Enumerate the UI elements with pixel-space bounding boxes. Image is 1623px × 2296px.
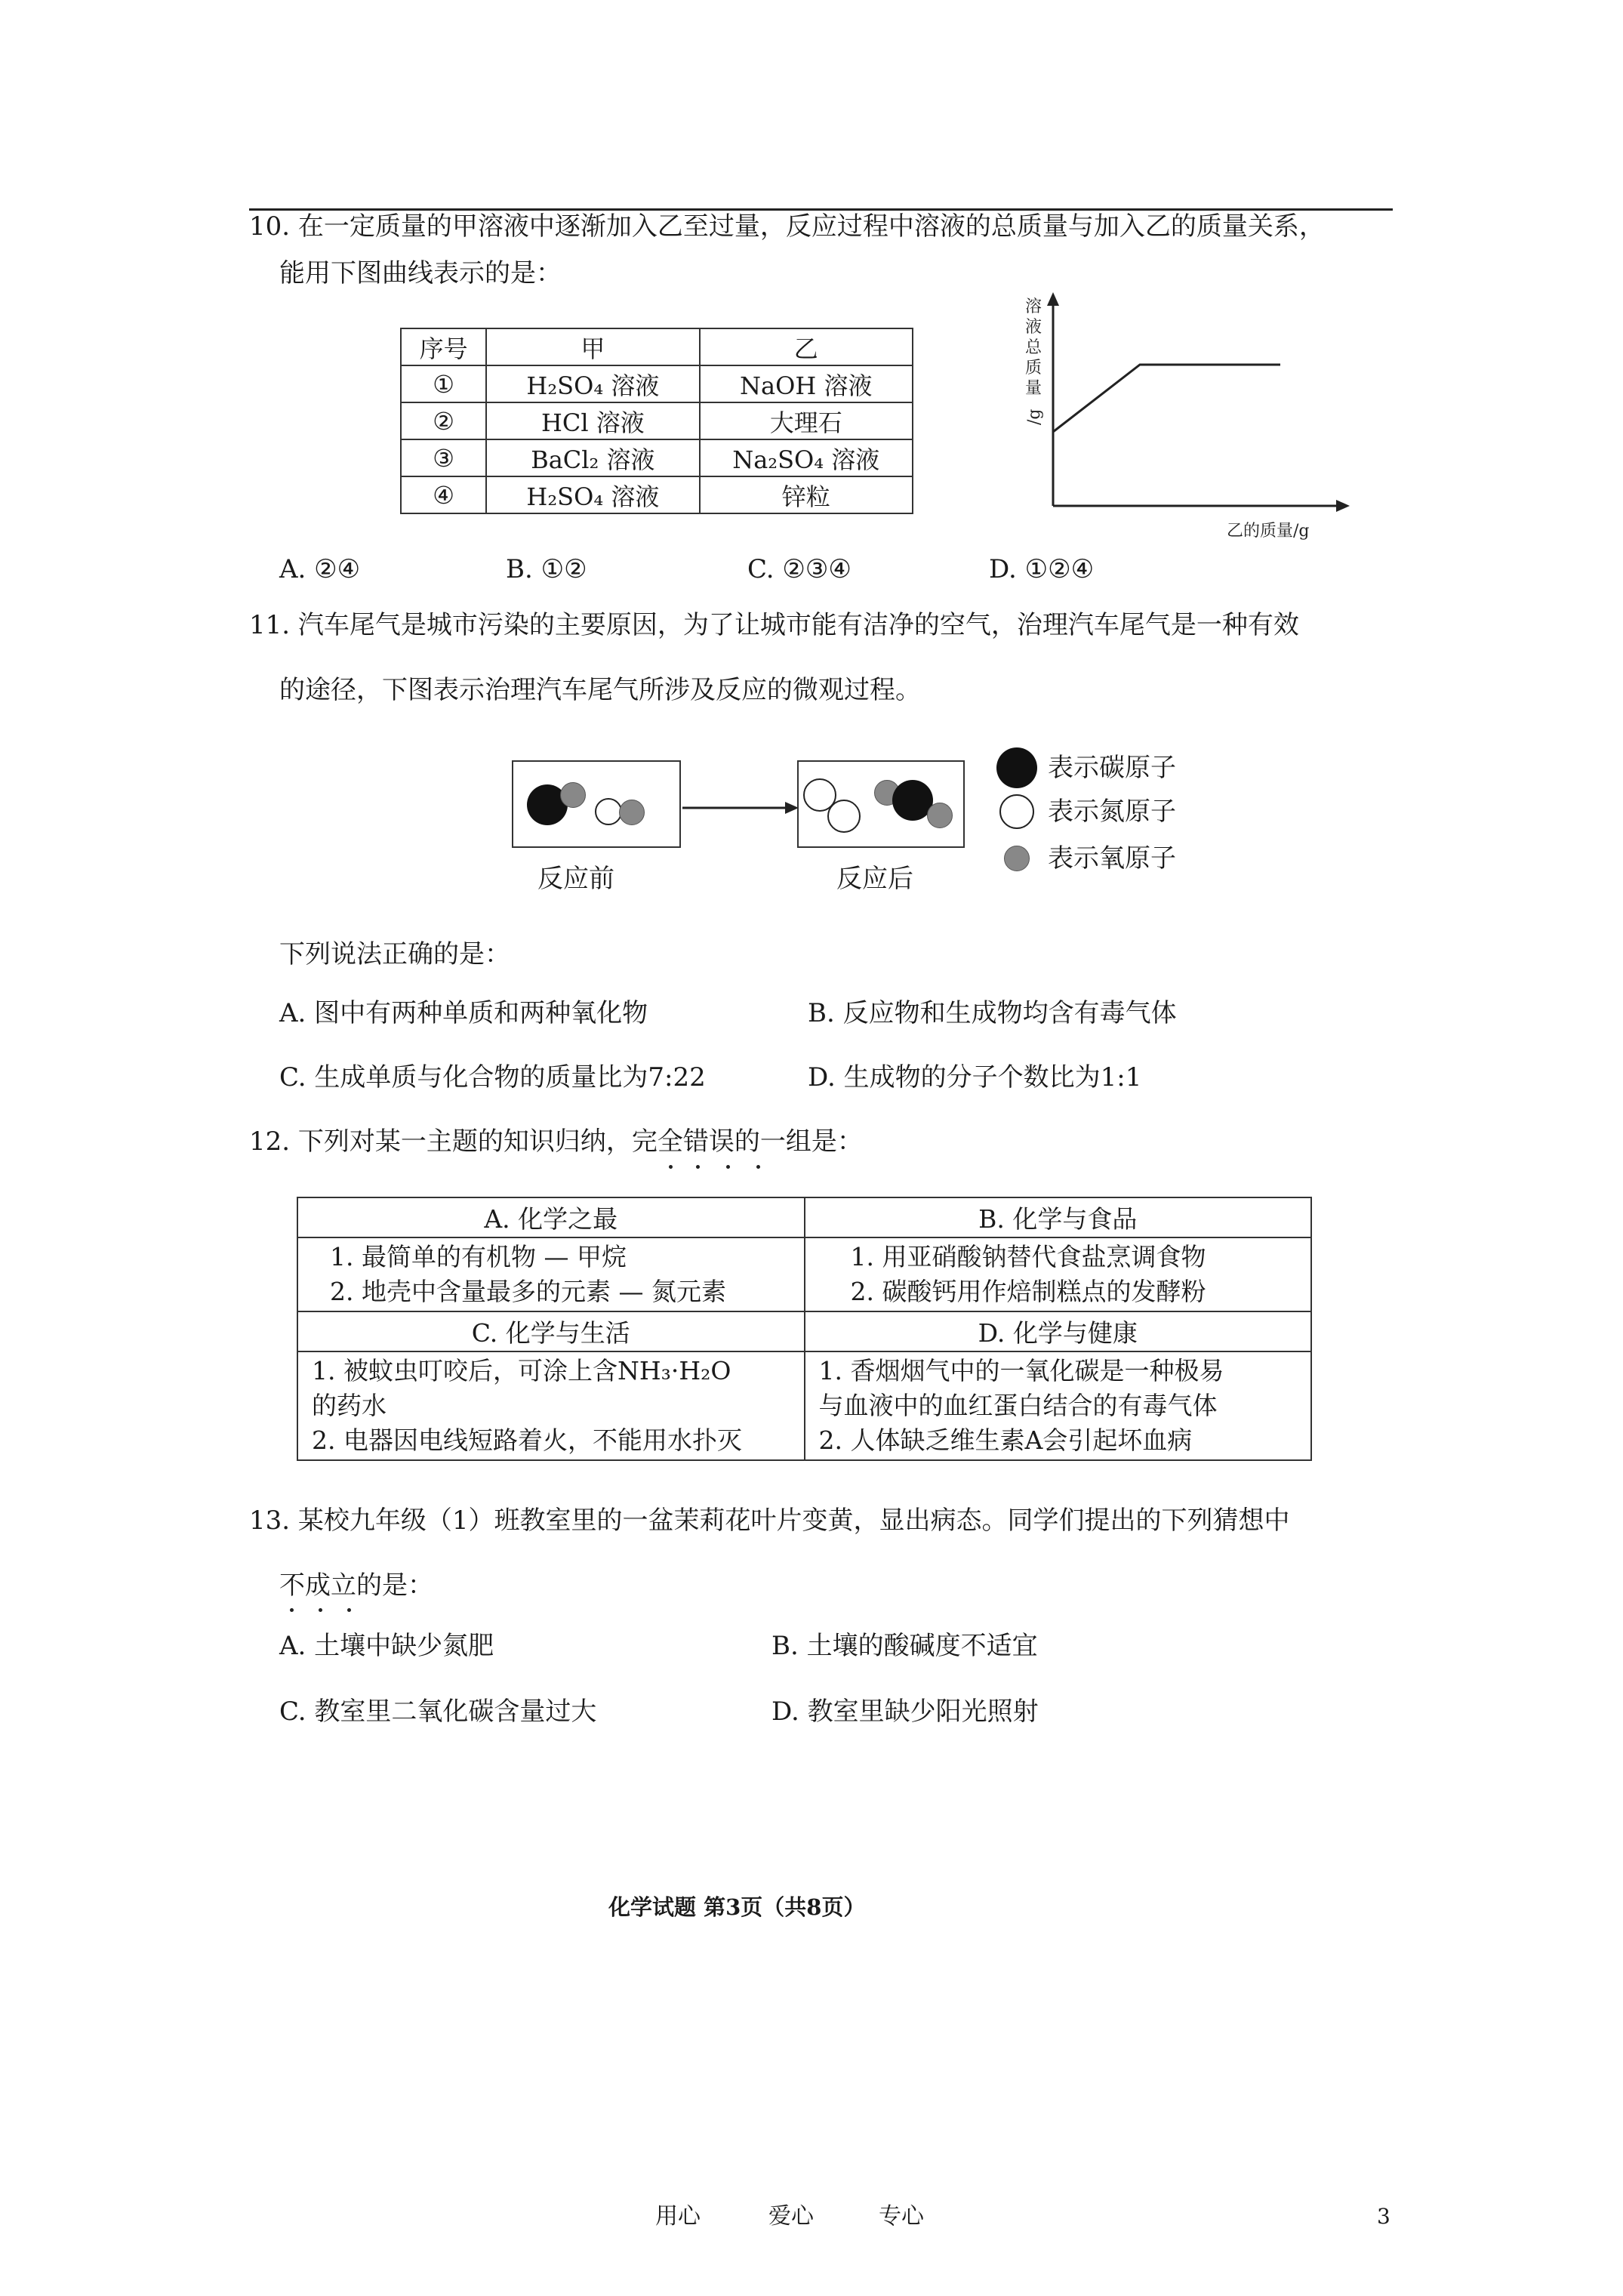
q12-line1: 12. 下列对某一主题的知识归纳，完全错误的一组是： <box>249 1126 863 1157</box>
q11-option-a: A. 图中有两种单质和两种氧化物 <box>279 998 648 1028</box>
table-cell: BaCl₂ 溶液 <box>486 439 699 476</box>
table-cell: 大理石 <box>700 402 913 439</box>
reaction-after-label: 反应后 <box>836 864 913 894</box>
graph-curve <box>1053 365 1280 432</box>
q10-option-a: A. ②④ <box>279 554 361 584</box>
cell-d-line1: 1. 香烟烟气中的一氧化碳是一种极易 <box>818 1356 1224 1385</box>
table-header-cell: 甲 <box>486 328 699 365</box>
exam-page-footer: 化学试题 第3页（共8页） <box>608 1894 866 1920</box>
q10-option-c: C. ②③④ <box>747 554 852 584</box>
cell-c-line1: 1. 被蚊虫叮咬后，可涂上含NH₃·H₂O <box>312 1356 731 1385</box>
cell-b-line2: 2. 碳酸钙用作焙制糕点的发酵粉 <box>850 1277 1206 1306</box>
nitrogen-atom <box>827 800 861 833</box>
emphasis-dot <box>290 1608 294 1612</box>
cell-d-body <box>805 1351 1312 1460</box>
graph-x-arrow <box>1336 500 1350 512</box>
table-row <box>297 1351 1311 1460</box>
q10-table <box>400 328 913 514</box>
table-cell: HCl 溶液 <box>486 402 699 439</box>
table-header-cell: 序号 <box>401 328 486 365</box>
cell-c-line2: 的药水 <box>312 1391 387 1420</box>
emphasis-dot <box>726 1165 730 1169</box>
q10-graph <box>996 291 1389 551</box>
table-row <box>401 439 913 476</box>
cell-b-line1: 1. 用亚硝酸钠替代食盐烹调食物 <box>850 1242 1206 1271</box>
q11-option-c: C. 生成单质与化合物的质量比为7:22 <box>279 1062 706 1093</box>
table-header-row <box>401 328 913 365</box>
cell-b-body <box>805 1237 1312 1311</box>
cell-c-line3: 2. 电器因电线短路着火，不能用水扑灭 <box>312 1425 742 1455</box>
cell-d-line3: 2. 人体缺乏维生素A会引起坏血病 <box>818 1425 1193 1455</box>
q11-option-b: B. 反应物和生成物均含有毒气体 <box>808 998 1177 1028</box>
table-row <box>297 1237 1311 1311</box>
page-number: 3 <box>1377 2204 1390 2229</box>
reaction-before-box <box>512 760 681 848</box>
graph-ylabel-char: 质 <box>1025 359 1042 378</box>
oxygen-atom <box>560 782 586 808</box>
q13-line2: 不成立的是： <box>279 1570 433 1601</box>
emphasis-dot <box>347 1608 351 1612</box>
oxygen-atom <box>619 800 645 825</box>
graph-xlabel: 乙的质量/g <box>1227 522 1310 541</box>
table-row <box>401 365 913 402</box>
q13-option-b: B. 土壤的酸碱度不适宜 <box>771 1631 1038 1661</box>
cell-a-body <box>297 1237 805 1311</box>
cell-d-line2: 与血液中的血红蛋白结合的有毒气体 <box>818 1391 1218 1420</box>
graph-yunit: /g <box>1025 408 1044 425</box>
graph-ylabel-char: 总 <box>1025 338 1042 357</box>
q10-line1: 10. 在一定质量的甲溶液中逐渐加入乙至过量，反应过程中溶液的总质量与加入乙的质量关系， <box>249 211 1325 242</box>
q13-line1: 13. 某校九年级（1）班教室里的一盆茉莉花叶片变黄，显出病态。同学们提出的下列猜想中 <box>249 1505 1290 1536</box>
legend-nitrogen-label: 表示氮原子 <box>1048 797 1176 827</box>
table-cell: ① <box>401 365 486 402</box>
q13-option-a: A. 土壤中缺少氮肥 <box>279 1631 494 1661</box>
q10-line2: 能用下图曲线表示的是： <box>279 258 562 288</box>
cell-a-line1: 1. 最简单的有机物 — 甲烷 <box>330 1242 627 1271</box>
table-row <box>297 1311 1311 1351</box>
q13-option-d: D. 教室里缺少阳光照射 <box>771 1697 1039 1727</box>
cell-d-head: D. 化学与健康 <box>805 1311 1312 1351</box>
graph-ylabel-char: 量 <box>1025 379 1042 398</box>
emphasis-dot <box>756 1165 760 1169</box>
emphasis-dot <box>696 1165 700 1169</box>
table-cell: ③ <box>401 439 486 476</box>
q11-option-d: D. 生成物的分子个数比为1:1 <box>808 1062 1142 1093</box>
footer-motto-3: 专心 <box>879 2203 924 2230</box>
legend-carbon-label: 表示碳原子 <box>1048 753 1176 783</box>
table-row <box>401 476 913 513</box>
q11-prompt: 下列说法正确的是： <box>279 939 510 969</box>
q11-line2: 的途径，下图表示治理汽车尾气所涉及反应的微观过程。 <box>279 675 921 705</box>
footer-motto-1: 用心 <box>655 2203 701 2230</box>
cell-c-head: C. 化学与生活 <box>297 1311 805 1351</box>
footer-motto-2: 爱心 <box>768 2203 814 2230</box>
table-cell: H₂SO₄ 溶液 <box>486 476 699 513</box>
q10-option-d: D. ①②④ <box>989 554 1095 584</box>
emphasis-dot <box>319 1608 322 1612</box>
table-cell: 锌粒 <box>700 476 913 513</box>
graph-ylabel-char: 液 <box>1025 318 1042 337</box>
nitrogen-atom <box>595 798 622 825</box>
legend-oxygen-label: 表示氧原子 <box>1048 843 1176 874</box>
graph-ylabel-char: 溶 <box>1025 297 1042 316</box>
table-header-cell: 乙 <box>700 328 913 365</box>
table-cell: H₂SO₄ 溶液 <box>486 365 699 402</box>
q11-line1: 11. 汽车尾气是城市污染的主要原因，为了让城市能有洁净的空气，治理汽车尾气是一种有效 <box>249 610 1299 640</box>
oxygen-atom <box>927 803 953 828</box>
reaction-before-label: 反应前 <box>537 864 614 894</box>
table-row <box>297 1197 1311 1237</box>
legend-nitrogen-atom <box>999 794 1034 829</box>
reaction-after-box <box>797 760 965 848</box>
cell-a-head: A. 化学之最 <box>297 1197 805 1237</box>
cell-a-line2: 2. 地壳中含量最多的元素 — 氮元素 <box>330 1277 726 1306</box>
graph-y-arrow <box>1047 292 1059 306</box>
table-cell: ② <box>401 402 486 439</box>
table-cell: NaOH 溶液 <box>700 365 913 402</box>
reaction-arrow <box>681 797 802 819</box>
table-row <box>401 402 913 439</box>
q10-option-b: B. ①② <box>506 554 587 584</box>
cell-c-body <box>297 1351 805 1460</box>
q12-table <box>297 1197 1312 1461</box>
emphasis-dot <box>669 1165 673 1169</box>
q13-option-c: C. 教室里二氧化碳含量过大 <box>279 1697 597 1727</box>
table-cell: ④ <box>401 476 486 513</box>
cell-b-head: B. 化学与食品 <box>805 1197 1312 1237</box>
legend-oxygen-atom <box>1004 846 1030 871</box>
table-cell: Na₂SO₄ 溶液 <box>700 439 913 476</box>
legend-carbon-atom <box>996 747 1037 788</box>
